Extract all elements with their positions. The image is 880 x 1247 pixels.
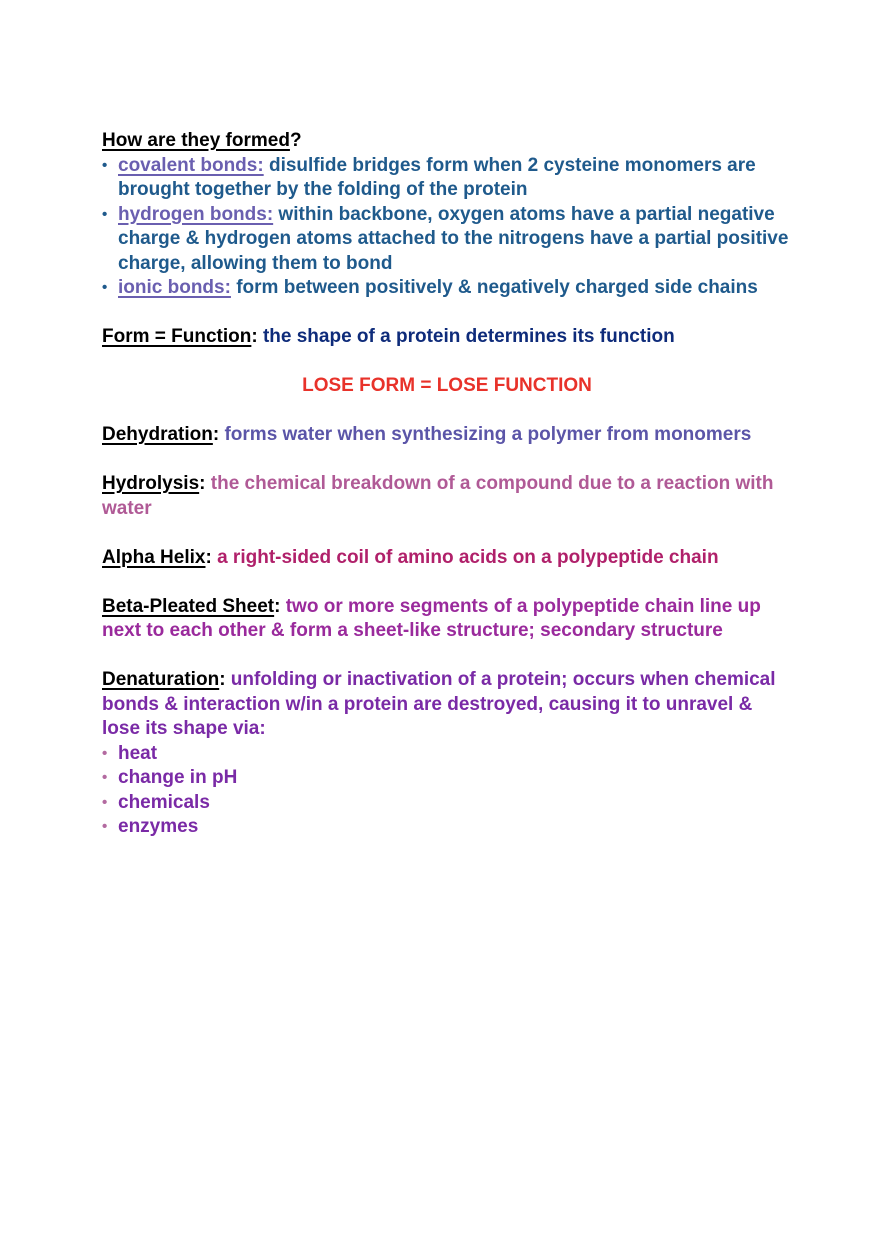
bullet-icon: •: [102, 156, 108, 174]
lose-form-callout: LOSE FORM = LOSE FUNCTION: [302, 375, 592, 396]
list-item: • hydrogen bonds: within backbone, oxygen atoms have a partial negative charge & hydrogen atoms attached to the nitrogens have a partial positive charge, allowing them to bond: [102, 203, 789, 274]
dehydration-definition: Dehydration: forms water when synthesizing a polymer from monomers: [102, 424, 752, 445]
bullet-icon: •: [102, 793, 108, 811]
formed-heading-term: How are they formed: [102, 130, 290, 151]
denaturation-definition: Denaturation: unfolding or inactivation of a protein; occurs when chemical bonds & interaction w/in a protein are destroyed, causing it to unravel & lose its shape via:: [102, 669, 776, 739]
list-item: • ionic bonds: form between positively & negatively charged side chains: [102, 276, 792, 301]
hydrolysis-definition: Hydrolysis: the chemical breakdown of a compound due to a reaction with water: [102, 473, 774, 519]
denaturation-causes-list: [102, 742, 792, 840]
notes-content: [102, 129, 792, 840]
list-item: • chemicals: [102, 791, 792, 816]
bullet-icon: •: [102, 205, 108, 223]
bullet-icon: •: [102, 769, 108, 786]
alpha-helix-definition: Alpha Helix: a right-sided coil of amino acids on a polypeptide chain: [102, 546, 719, 568]
beta-sheet-definition: Beta-Pleated Sheet: two or more segments of a polypeptide chain line up next to each other & form a sheet-like structure; secondary structure: [102, 595, 761, 641]
list-item: • heat: [102, 742, 792, 767]
bond-list: [102, 154, 792, 301]
list-item: • change in pH: [102, 766, 792, 791]
form-function-line: Form = Function: the shape of a protein determines its function: [102, 326, 675, 347]
bullet-icon: •: [102, 279, 108, 296]
list-item: • covalent bonds: disulfide bridges form when 2 cysteine monomers are brought together by the folding of the protein: [102, 154, 756, 200]
bullet-icon: •: [102, 744, 108, 762]
list-item: • enzymes: [102, 815, 792, 840]
bullet-icon: •: [102, 818, 108, 835]
formed-heading: How are they formed?: [102, 130, 302, 151]
